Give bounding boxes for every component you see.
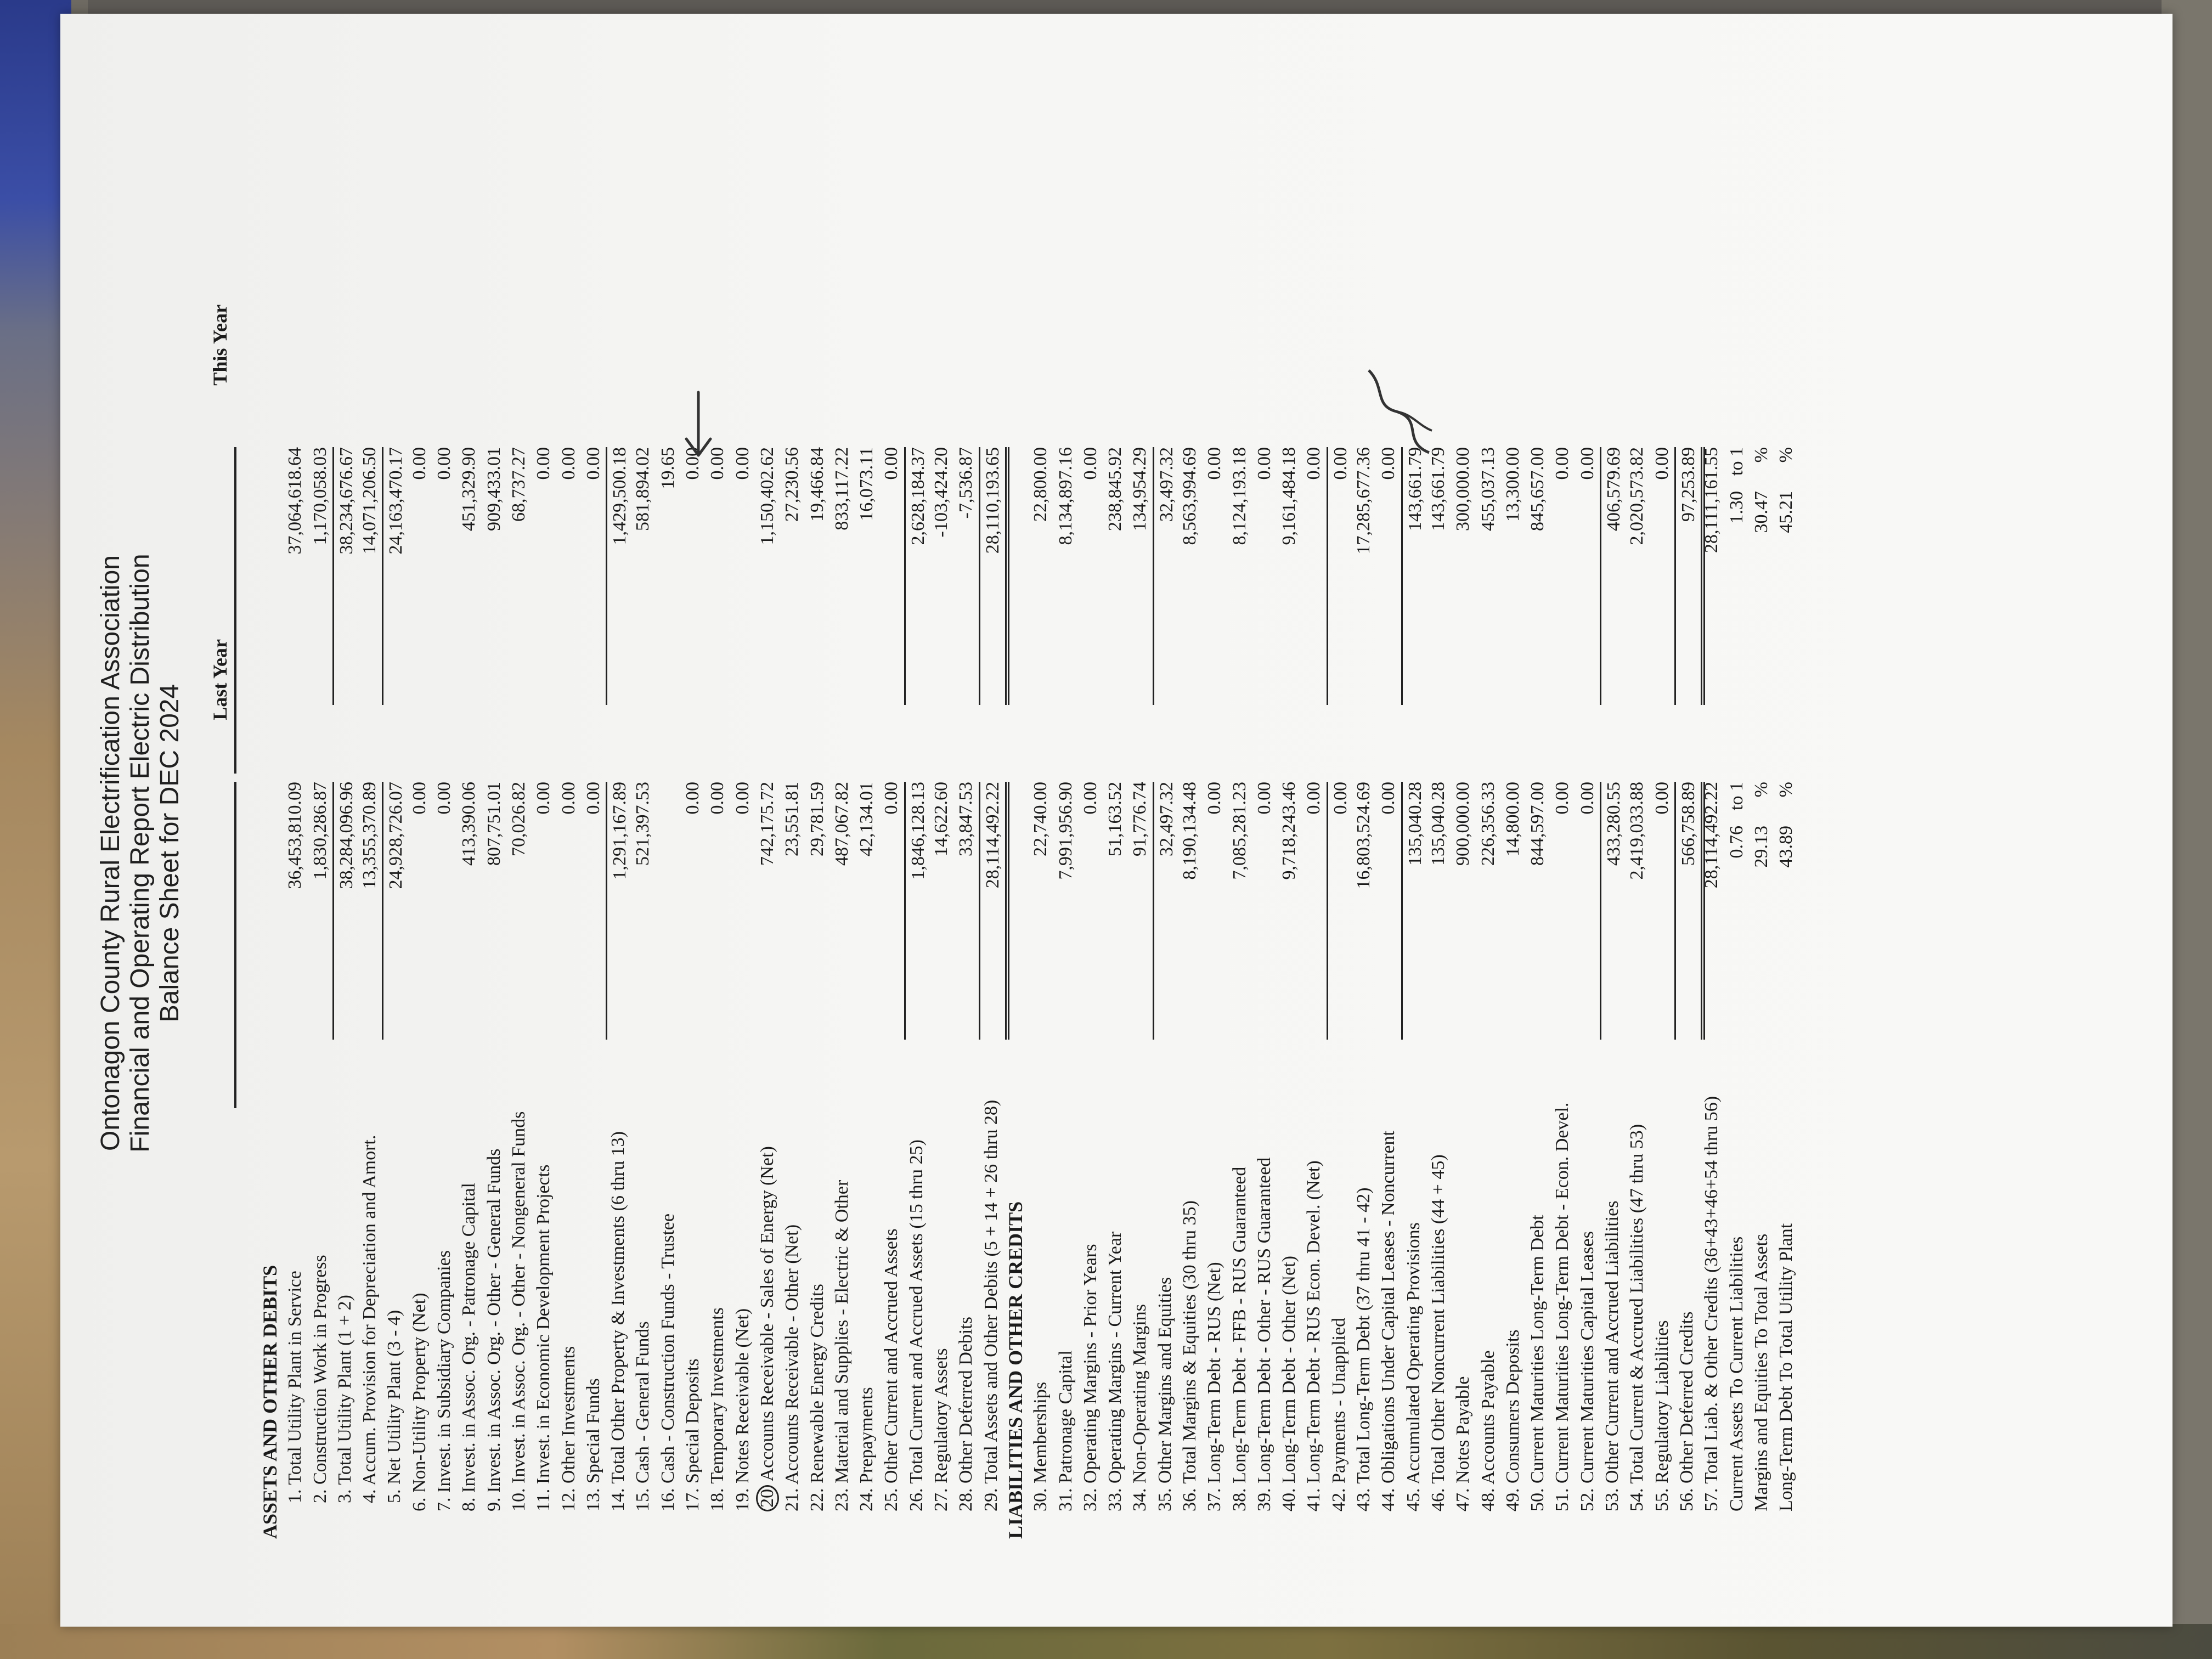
row-label: 56. Other Deferred Credits [1676,1311,1697,1511]
table-row [730,85,755,1621]
row-label: 27. Regulatory Assets [931,1348,952,1511]
last-year-value: 0.00 [434,782,455,815]
last-year-value: 7,991,956.90 [1055,782,1076,880]
row-label: Current Assets To Current Liabilities [1726,1236,1747,1511]
this-year-value: 22,800.00 [1030,447,1051,522]
last-year-value: 0.00 [533,782,554,815]
last-year-value: 0.00 [1204,782,1225,815]
row-label: 38. Long-Term Debt - FFB - RUS Guaranteed [1229,1166,1250,1511]
ratio-value: 45.21 [1776,491,1797,533]
row-label: 10. Invest. in Assoc. Org. - Other - Nongeneral Funds [508,1111,529,1511]
row-label: 36. Total Margins & Equities (30 thru 35) [1179,1200,1200,1511]
row-label: 12. Other Investments [558,1346,579,1511]
row-label: 57. Total Liab. & Other Credits (36+43+46+54 thru 56) [1701,1096,1722,1511]
last-year-value: 0.00 [1378,782,1399,815]
row-label: 1. Total Utility Plant in Service [285,1271,306,1503]
row-label: 33. Operating Margins - Current Year [1105,1231,1126,1511]
this-year-value: 0.00 [583,447,603,480]
this-year-value: 8,124,193.18 [1229,447,1250,545]
last-year-value: 0.00 [583,782,603,815]
circled-line-number: 20 [756,1485,779,1511]
table-row [606,85,630,1621]
table-row [1525,85,1550,1621]
this-year-value: 8,134,897.16 [1055,447,1076,545]
last-year-value: 22,740.00 [1030,782,1051,856]
last-year-value: 16,803,524.69 [1353,782,1374,889]
row-label: 39. Long-Term Debt - Other - RUS Guaranteed [1254,1157,1274,1511]
ratio-value: 43.89 [1776,826,1797,868]
row-label: 16. Cash - Construction Funds - Trustee [657,1213,678,1511]
ratio-value: 0.76 [1726,826,1747,859]
last-year-value [1724,782,1749,1040]
report-period-title: Balance Sheet for DEC 2024 [155,684,184,1023]
this-year-value: 1,429,500.18 [606,447,632,705]
row-label: 15. Cash - General Funds [633,1321,653,1511]
this-year-value: 2,628,184.37 [904,447,930,705]
table-row [1749,85,1774,1621]
this-year-value: 8,563,994.69 [1179,447,1200,545]
column-rule-this-year [234,447,236,774]
this-year-value: 9,161,484.18 [1279,447,1300,545]
row-label: 37. Long-Term Debt - RUS (Net) [1204,1262,1225,1511]
this-year-value: 0.00 [1577,447,1598,480]
table-row [755,85,780,1621]
row-label: 9. Invest. in Assoc. Org. - Other - General Funds [483,1148,504,1511]
row-label: 2. Construction Work in Progress [309,1255,330,1503]
table-row [1053,85,1078,1621]
last-year-value: 487,067.82 [831,782,852,866]
table-row [656,85,680,1621]
table-row [1699,85,1724,1621]
table-row [1650,85,1674,1621]
this-year-value: 37,064,618.64 [285,447,306,555]
last-year-value: 807,751.01 [483,782,504,866]
table-row [407,85,432,1621]
this-year-value: 143,661.79 [1401,447,1427,705]
row-label: 21. Accounts Receivable - Other (Net) [782,1224,803,1511]
table-row [879,85,904,1621]
last-year-value: 13,355,370.89 [359,782,380,889]
row-label: 47. Notes Payable [1453,1376,1474,1511]
row-label: 14. Total Other Property & Investments (6 thru 13) [608,1131,629,1511]
table-row [308,85,332,1621]
last-year-value: 38,284,096.96 [332,782,359,1040]
this-year-value: 17,285,677.36 [1353,447,1374,555]
row-label: 3. Total Utility Plant (1 + 2) [334,1295,355,1503]
table-row [1600,85,1624,1621]
ratio-unit: % [1751,447,1771,463]
row-label: 53. Other Current and Accrued Liabilities [1602,1200,1623,1511]
last-year-value: 9,718,243.46 [1279,782,1300,880]
row-label: 31. Patronage Capital [1055,1350,1076,1511]
table-row [1774,85,1798,1621]
table-row [1401,85,1426,1621]
last-year-value: 135,040.28 [1401,782,1427,1040]
row-label: 19. Notes Receivable (Net) [732,1308,753,1511]
row-label: 51. Current Maturities Long-Term Debt - Econ. Devel. [1552,1102,1573,1511]
table-row [283,85,307,1621]
this-year-value: 28,110,193.65 [979,447,1009,705]
last-year-value: 566,758.89 [1674,782,1705,1040]
row-label: 50. Current Maturities Long-Term Debt [1527,1215,1548,1511]
table-row [1624,85,1649,1621]
table-row [1724,85,1749,1621]
table-row [1327,85,1351,1621]
this-year-value: 28,111,161.55 [1701,447,1722,553]
last-year-value: 0.00 [881,782,902,815]
table-row [630,85,655,1621]
last-year-value: 2,419,033.88 [1627,782,1647,880]
table-row [780,85,804,1621]
table-row [929,85,953,1621]
row-label: 34. Non-Operating Margins [1130,1304,1150,1511]
last-year-value: 23,551.81 [782,782,803,856]
row-label: 18. Temporary Investments [707,1307,728,1511]
row-label: 55. Regulatory Liabilities [1651,1320,1672,1511]
table-row [1252,85,1277,1621]
row-label: 52. Current Maturities Capital Leases [1577,1231,1598,1511]
row-label: 6. Non-Utility Property (Net) [409,1293,430,1511]
last-year-value: 24,928,726.07 [382,782,408,1040]
this-year-value: 68,737.27 [508,447,529,522]
last-year-value: 8,190,134.48 [1179,782,1200,880]
table-row [1500,85,1525,1621]
this-year-value: 0.00 [434,447,455,480]
this-year-value: 0.00 [1080,447,1101,480]
this-year-value: 16,073.11 [856,447,877,521]
this-year-value: 14,071,206.50 [359,447,380,555]
this-year-value: 2,020,573.82 [1627,447,1647,545]
balance-sheet-table [258,85,1798,1621]
last-year-value: 0.00 [558,782,579,815]
column-rule-last-year [234,782,236,1108]
report-org-title: Ontonagon County Rural Electrification Association [96,555,125,1151]
row-label: 40. Long-Term Debt - Other (Net) [1279,1256,1300,1511]
row-label: 42. Payments - Unapplied [1328,1317,1349,1511]
this-year-value: 0.00 [1204,447,1225,480]
last-year-value: 0.00 [1304,782,1324,815]
this-year-value: 97,253.89 [1674,447,1705,705]
this-year-value: 455,037.13 [1477,447,1498,531]
this-year-value: 27,230.56 [782,447,803,522]
this-year-value: 0.00 [1304,447,1324,480]
this-year-value: 0.00 [1254,447,1274,480]
last-year-value: 28,114,492.22 [979,782,1009,1040]
row-label: 49. Consumers Deposits [1502,1329,1523,1511]
table-row [830,85,854,1621]
this-year-value: 0.00 [558,447,579,480]
section-heading-row [1003,85,1028,1621]
ratio-unit: % [1751,782,1771,798]
table-row [1351,85,1376,1621]
last-year-value: 433,280.55 [1600,782,1626,1040]
section-heading-row [258,85,283,1621]
table-row [1177,85,1202,1621]
this-year-value: 451,329.90 [459,447,479,531]
table-row [1376,85,1401,1621]
row-label: Long-Term Debt To Total Utility Plant [1776,1223,1797,1511]
last-year-value: 0.00 [1552,782,1573,815]
balance-sheet-page [91,85,2131,1621]
row-label: 8. Invest. in Assoc. Org. - Patronage Capital [459,1182,479,1511]
this-year-value: -103,424.20 [931,447,952,538]
ratio-unit: % [1776,782,1797,798]
ratio-value: 29.13 [1751,826,1771,868]
this-year-value: 0.00 [881,447,902,480]
table-row [456,85,481,1621]
table-row [1127,85,1152,1621]
ratio-unit: % [1776,447,1797,463]
last-year-value: 91,776.74 [1130,782,1150,856]
last-year-value: 32,497.32 [1153,782,1179,1040]
last-year-value: 36,453,810.09 [285,782,306,889]
row-label: 32. Operating Margins - Prior Years [1080,1244,1101,1511]
this-year-value: 32,497.32 [1153,447,1179,705]
this-year-value: 0.00 [682,447,703,480]
last-year-value: 14,800.00 [1502,782,1523,856]
this-year-value: 0.00 [1651,447,1672,480]
row-label [755,1146,780,1511]
table-row [556,85,581,1621]
last-year-value: 0.00 [1080,782,1101,815]
table-row [1028,85,1053,1621]
row-label: 23. Material and Supplies - Electric & Other [831,1180,852,1511]
this-year-value: 833,117.22 [831,447,852,531]
row-label-text: Accounts Receivable - Sales of Energy (Net) [757,1146,777,1485]
pen-brace-annotation [1363,365,1435,458]
table-row [1202,85,1227,1621]
ratio-value: 1.30 [1726,491,1747,524]
this-year-value: 19.65 [657,447,678,489]
this-year-value: 238,845.92 [1105,447,1126,531]
table-row [979,85,1003,1621]
row-label: 17. Special Deposits [682,1358,703,1511]
ratio-unit: to 1 [1726,782,1747,810]
last-year-value: 70,026.82 [508,782,529,856]
row-label: ASSETS AND OTHER DEBITS [259,1265,281,1539]
row-label: 11. Invest. in Economic Development Projects [533,1164,554,1511]
row-label: 24. Prepayments [856,1387,877,1511]
this-year-value: 13,300.00 [1502,447,1523,522]
this-year-value: 0.00 [707,447,728,480]
last-year-value: 0.00 [682,782,703,815]
row-label: 30. Memberships [1030,1381,1051,1511]
row-label: 26. Total Current and Accrued Assets (15 thru 25) [906,1139,927,1511]
row-label: 54. Total Current & Accrued Liabilities (47 thru 53) [1627,1124,1647,1511]
table-row [854,85,879,1621]
table-row [705,85,730,1621]
this-year-value: 0.00 [1552,447,1573,480]
this-year-value: 581,894.02 [633,447,653,531]
this-year-value: 38,234,676.67 [332,447,359,705]
table-row [332,85,357,1621]
row-label: 29. Total Assets and Other Debits (5 + 14 + 26 thru 28) [980,1099,1001,1511]
table-row [805,85,830,1621]
last-year-value: 0.00 [707,782,728,815]
row-label: 28. Other Deferred Debits [956,1317,977,1511]
row-label: 41. Long-Term Debt - RUS Econ. Devel. (Net) [1304,1160,1324,1511]
column-header-this-year: This Year [209,304,231,386]
table-row [1451,85,1475,1621]
this-year-value: 143,661.79 [1427,447,1448,531]
last-year-value: 0.00 [1327,782,1353,1040]
last-year-value: 1,291,167.89 [606,782,632,1040]
this-year-value [1724,447,1749,705]
this-year-value: 1,150,402.62 [757,447,777,545]
this-year-value: 0.00 [1327,447,1353,705]
table-row [1426,85,1451,1621]
row-label: 25. Other Current and Accrued Assets [881,1228,902,1511]
row-label: 44. Obligations Under Capital Leases - Noncurrent [1378,1131,1399,1511]
this-year-value: 300,000.00 [1453,447,1474,531]
table-row [1476,85,1500,1621]
last-year-value: 14,622.60 [931,782,952,856]
ratio-value: 30.47 [1751,491,1771,533]
this-year-value: 0.00 [1378,447,1399,480]
last-year-value: 900,000.00 [1453,782,1474,866]
table-row [531,85,556,1621]
table-row [1550,85,1575,1621]
row-label: 22. Renewable Energy Credits [806,1284,827,1511]
table-row [1575,85,1600,1621]
this-year-value [1749,447,1774,705]
this-year-value: 406,579.69 [1600,447,1626,705]
last-year-value: 844,597.00 [1527,782,1548,866]
row-label: 5. Net Utility Plant (3 - 4) [384,1310,405,1503]
this-year-value: 19,466.84 [806,447,827,522]
this-year-value: 1,170,058.03 [309,447,330,545]
last-year-value: 0.00 [1651,782,1672,815]
row-label: LIABILITIES AND OTHER CREDITS [1004,1201,1026,1539]
this-year-value: 24,163,470.17 [382,447,408,705]
row-label: 45. Accumulated Operating Provisions [1403,1222,1424,1511]
last-year-value: 135,040.28 [1427,782,1448,866]
last-year-value [1774,782,1798,1040]
row-label: Margins and Equities To Total Assets [1751,1233,1771,1511]
last-year-value: 0.00 [1577,782,1598,815]
last-year-value: 413,390.06 [459,782,479,866]
last-year-value: 0.00 [732,782,753,815]
table-row [680,85,705,1621]
table-row [581,85,606,1621]
last-year-value: 33,847.53 [956,782,977,856]
last-year-value: 42,134.01 [856,782,877,856]
this-year-value: 0.00 [732,447,753,480]
row-label: 7. Invest. in Subsidiary Companies [434,1250,455,1511]
last-year-value: 0.00 [409,782,430,815]
row-label: 4. Accum. Provision for Depreciation and Amort. [359,1135,380,1503]
table-row [1277,85,1301,1621]
last-year-value: 1,846,128.13 [904,782,930,1040]
row-label: 35. Other Margins and Equities [1154,1277,1175,1511]
last-year-value: 51,163.52 [1105,782,1126,856]
this-year-value [1774,447,1798,705]
last-year-value: 742,175.72 [757,782,777,866]
table-row [1227,85,1252,1621]
last-year-value: 0.00 [1254,782,1274,815]
this-year-value: 909,433.01 [483,447,504,531]
table-row [357,85,382,1621]
this-year-value: 0.00 [533,447,554,480]
last-year-value: 28,114,492.22 [1701,782,1722,889]
row-label: 43. Total Long-Term Debt (37 thru 41 - 42) [1353,1187,1374,1511]
report-subtitle: Financial and Operating Report Electric Distribution [126,554,155,1153]
table-row [1674,85,1699,1621]
this-year-value: 0.00 [409,447,430,480]
background-bottom [0,1624,2212,1659]
this-year-value: 134,954.29 [1130,447,1150,531]
table-row [904,85,929,1621]
table-row [1301,85,1326,1621]
last-year-value: 226,356.33 [1477,782,1498,866]
last-year-value: 29,781.59 [806,782,827,856]
table-row [1103,85,1127,1621]
this-year-value: 845,657.00 [1527,447,1548,531]
table-row [1078,85,1103,1621]
last-year-value [1749,782,1774,1040]
ratio-unit: to 1 [1726,447,1747,476]
row-label: 13. Special Funds [583,1378,603,1511]
pen-arrow-annotation [682,387,715,464]
table-row [432,85,456,1621]
column-header-last-year: Last Year [209,639,231,720]
row-label: 48. Accounts Payable [1477,1350,1498,1511]
table-row [506,85,531,1621]
this-year-value: -7,536.87 [956,447,977,519]
table-row [382,85,407,1621]
last-year-value: 1,830,286.87 [309,782,330,880]
table-row [482,85,506,1621]
last-year-value: 7,085,281.23 [1229,782,1250,880]
last-year-value: 521,397.53 [633,782,653,866]
row-label: 46. Total Other Noncurrent Liabilities (44 + 45) [1427,1154,1448,1511]
table-row [1153,85,1177,1621]
table-row [953,85,978,1621]
